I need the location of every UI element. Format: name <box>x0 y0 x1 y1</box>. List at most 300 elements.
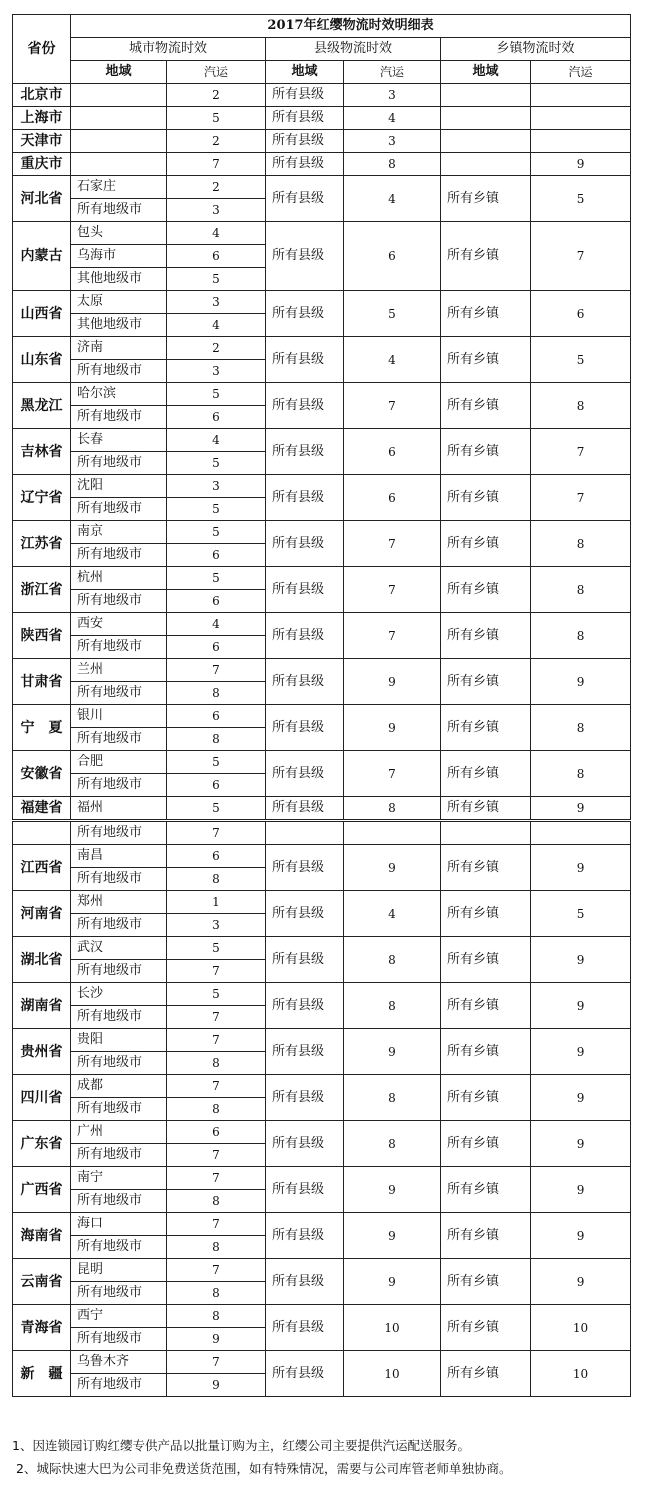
county-region-cell: 所有县级 <box>266 521 344 567</box>
town-region-cell: 所有乡镇 <box>441 845 531 891</box>
city-region-cell <box>71 107 167 130</box>
city-region-cell: 福州 <box>71 797 167 821</box>
county-region-cell: 所有县级 <box>266 1351 344 1397</box>
province-cell: 山东省 <box>13 337 71 383</box>
province-header: 省份 <box>13 15 71 84</box>
province-cell: 湖北省 <box>13 937 71 983</box>
county-region-cell: 所有县级 <box>266 845 344 891</box>
town-truck-cell: 7 <box>531 475 631 521</box>
town-truck-cell: 9 <box>531 1167 631 1213</box>
city-region-cell: 所有地级市 <box>71 199 167 222</box>
town-truck-cell: 5 <box>531 337 631 383</box>
table-row <box>13 222 631 245</box>
city-truck-cell: 4 <box>167 314 266 337</box>
city-region-cell: 所有地级市 <box>71 452 167 475</box>
town-truck-cell: 7 <box>531 222 631 291</box>
table-row <box>13 613 631 636</box>
footnotes <box>12 1434 638 1480</box>
town-region-cell: 所有乡镇 <box>441 222 531 291</box>
city-truck-cell: 2 <box>167 130 266 153</box>
city-truck-cell: 6 <box>167 845 266 868</box>
county-truck-cell: 8 <box>344 797 441 821</box>
table-row <box>13 1351 631 1374</box>
table-row <box>13 1075 631 1098</box>
city-truck-cell: 8 <box>167 868 266 891</box>
city-truck-cell: 7 <box>167 1144 266 1167</box>
city-truck-cell: 7 <box>167 1259 266 1282</box>
town-region-cell <box>441 821 531 845</box>
city-truck-cell: 8 <box>167 1305 266 1328</box>
city-region-cell: 所有地级市 <box>71 774 167 797</box>
county-truck-cell: 8 <box>344 153 441 176</box>
county-region-cell: 所有县级 <box>266 937 344 983</box>
town-region-cell: 所有乡镇 <box>441 1029 531 1075</box>
city-truck-cell: 8 <box>167 682 266 705</box>
town-region-cell: 所有乡镇 <box>441 1259 531 1305</box>
county-truck-cell: 3 <box>344 84 441 107</box>
table-body-bottom <box>13 821 631 1397</box>
province-cell: 黑龙江 <box>13 383 71 429</box>
town-region-cell: 所有乡镇 <box>441 751 531 797</box>
county-truck-cell: 4 <box>344 891 441 937</box>
city-truck-cell: 8 <box>167 1098 266 1121</box>
province-cell: 新 疆 <box>13 1351 71 1397</box>
province-cell: 陕西省 <box>13 613 71 659</box>
table-row <box>13 521 631 544</box>
province-cell: 青海省 <box>13 1305 71 1351</box>
city-truck-cell: 3 <box>167 475 266 498</box>
town-truck-header: 汽运 <box>531 61 631 84</box>
town-truck-cell <box>531 130 631 153</box>
table-row <box>13 429 631 452</box>
city-region-cell: 广州 <box>71 1121 167 1144</box>
city-truck-cell: 1 <box>167 891 266 914</box>
province-cell: 辽宁省 <box>13 475 71 521</box>
city-truck-cell: 9 <box>167 1374 266 1397</box>
county-region-cell: 所有县级 <box>266 1259 344 1305</box>
city-region-cell: 所有地级市 <box>71 590 167 613</box>
table-row <box>13 983 631 1006</box>
county-region-cell: 所有县级 <box>266 337 344 383</box>
city-region-cell: 兰州 <box>71 659 167 682</box>
table-title: 2017年红缨物流时效明细表 <box>71 15 631 38</box>
city-region-cell: 西安 <box>71 613 167 636</box>
city-truck-cell: 6 <box>167 1121 266 1144</box>
town-region-cell: 所有乡镇 <box>441 891 531 937</box>
city-truck-cell: 3 <box>167 360 266 383</box>
county-region-cell: 所有县级 <box>266 797 344 821</box>
town-region-cell: 所有乡镇 <box>441 176 531 222</box>
town-truck-cell: 9 <box>531 1259 631 1305</box>
city-truck-cell: 5 <box>167 937 266 960</box>
city-region-cell: 所有地级市 <box>71 544 167 567</box>
city-truck-cell: 5 <box>167 521 266 544</box>
county-truck-cell: 5 <box>344 291 441 337</box>
town-region-cell: 所有乡镇 <box>441 429 531 475</box>
city-truck-cell: 5 <box>167 107 266 130</box>
town-region-header: 地域 <box>441 61 531 84</box>
city-truck-cell: 7 <box>167 1075 266 1098</box>
town-region-cell: 所有乡镇 <box>441 475 531 521</box>
town-truck-cell: 9 <box>531 983 631 1029</box>
table-row <box>13 1121 631 1144</box>
county-truck-cell: 6 <box>344 475 441 521</box>
county-truck-cell: 9 <box>344 1167 441 1213</box>
city-region-cell: 其他地级市 <box>71 314 167 337</box>
town-truck-cell: 9 <box>531 937 631 983</box>
table-body-top <box>13 84 631 821</box>
city-region-cell: 所有地级市 <box>71 914 167 937</box>
town-truck-cell: 9 <box>531 153 631 176</box>
province-cell: 江苏省 <box>13 521 71 567</box>
town-region-cell: 所有乡镇 <box>441 937 531 983</box>
town-region-cell <box>441 130 531 153</box>
city-truck-cell: 9 <box>167 1328 266 1351</box>
province-cell: 河北省 <box>13 176 71 222</box>
city-truck-cell: 7 <box>167 960 266 983</box>
city-region-cell: 南京 <box>71 521 167 544</box>
town-truck-cell <box>531 84 631 107</box>
county-region-cell: 所有县级 <box>266 1213 344 1259</box>
logistics-table <box>12 14 631 1397</box>
town-truck-cell: 9 <box>531 1213 631 1259</box>
city-truck-cell: 5 <box>167 983 266 1006</box>
county-region-cell: 所有县级 <box>266 659 344 705</box>
county-truck-cell: 9 <box>344 845 441 891</box>
county-region-cell: 所有县级 <box>266 1029 344 1075</box>
town-region-cell: 所有乡镇 <box>441 1167 531 1213</box>
city-region-cell <box>71 153 167 176</box>
table-row <box>13 1029 631 1052</box>
city-region-cell: 所有地级市 <box>71 821 167 845</box>
county-region-cell: 所有县级 <box>266 891 344 937</box>
city-region-cell: 长沙 <box>71 983 167 1006</box>
county-truck-cell: 9 <box>344 1259 441 1305</box>
table-row <box>13 1167 631 1190</box>
town-truck-cell: 10 <box>531 1351 631 1397</box>
city-region-cell: 所有地级市 <box>71 682 167 705</box>
town-truck-cell: 8 <box>531 521 631 567</box>
county-truck-cell: 8 <box>344 937 441 983</box>
county-region-cell: 所有县级 <box>266 383 344 429</box>
county-truck-header: 汽运 <box>344 61 441 84</box>
city-region-cell: 所有地级市 <box>71 498 167 521</box>
city-truck-cell: 8 <box>167 1052 266 1075</box>
table-row <box>13 845 631 868</box>
city-region-cell: 南昌 <box>71 845 167 868</box>
town-group-header: 乡镇物流时效 <box>441 38 631 61</box>
city-region-cell: 成都 <box>71 1075 167 1098</box>
city-region-cell: 贵阳 <box>71 1029 167 1052</box>
county-region-cell: 所有县级 <box>266 222 344 291</box>
province-cell: 重庆市 <box>13 153 71 176</box>
city-region-cell: 杭州 <box>71 567 167 590</box>
city-truck-cell: 6 <box>167 544 266 567</box>
town-region-cell: 所有乡镇 <box>441 291 531 337</box>
town-region-cell <box>441 153 531 176</box>
table-row <box>13 107 631 130</box>
county-truck-cell: 9 <box>344 705 441 751</box>
city-region-cell: 乌海市 <box>71 245 167 268</box>
town-region-cell: 所有乡镇 <box>441 659 531 705</box>
city-region-cell: 所有地级市 <box>71 360 167 383</box>
city-truck-cell: 5 <box>167 567 266 590</box>
province-cell: 云南省 <box>13 1259 71 1305</box>
table-row <box>13 383 631 406</box>
city-truck-cell: 5 <box>167 498 266 521</box>
county-region-cell: 所有县级 <box>266 1305 344 1351</box>
town-truck-cell: 8 <box>531 383 631 429</box>
city-truck-cell: 7 <box>167 153 266 176</box>
province-cell: 宁 夏 <box>13 705 71 751</box>
county-region-cell: 所有县级 <box>266 567 344 613</box>
county-region-cell: 所有县级 <box>266 429 344 475</box>
city-region-header: 地域 <box>71 61 167 84</box>
town-truck-cell: 9 <box>531 797 631 821</box>
city-truck-cell: 4 <box>167 222 266 245</box>
province-cell: 天津市 <box>13 130 71 153</box>
county-truck-cell: 6 <box>344 429 441 475</box>
town-truck-cell: 6 <box>531 291 631 337</box>
city-truck-header: 汽运 <box>167 61 266 84</box>
town-region-cell: 所有乡镇 <box>441 1213 531 1259</box>
town-truck-cell: 8 <box>531 567 631 613</box>
city-truck-cell: 7 <box>167 1213 266 1236</box>
city-region-cell: 郑州 <box>71 891 167 914</box>
table-row <box>13 1259 631 1282</box>
city-region-cell: 昆明 <box>71 1259 167 1282</box>
town-truck-cell: 9 <box>531 659 631 705</box>
province-cell: 贵州省 <box>13 1029 71 1075</box>
city-truck-cell: 8 <box>167 1190 266 1213</box>
city-truck-cell: 5 <box>167 268 266 291</box>
city-region-cell: 所有地级市 <box>71 1282 167 1305</box>
county-truck-cell: 10 <box>344 1351 441 1397</box>
county-truck-cell: 9 <box>344 1029 441 1075</box>
town-region-cell: 所有乡镇 <box>441 983 531 1029</box>
county-truck-cell: 7 <box>344 521 441 567</box>
table-row <box>13 176 631 199</box>
table-row <box>13 659 631 682</box>
city-truck-cell: 7 <box>167 1006 266 1029</box>
town-truck-cell: 9 <box>531 1075 631 1121</box>
city-truck-cell: 4 <box>167 429 266 452</box>
city-region-cell: 所有地级市 <box>71 1052 167 1075</box>
table-row <box>13 567 631 590</box>
town-region-cell: 所有乡镇 <box>441 337 531 383</box>
town-region-cell: 所有乡镇 <box>441 797 531 821</box>
town-truck-cell: 10 <box>531 1305 631 1351</box>
town-truck-cell: 8 <box>531 705 631 751</box>
county-truck-cell: 9 <box>344 659 441 705</box>
town-region-cell: 所有乡镇 <box>441 521 531 567</box>
city-region-cell: 石家庄 <box>71 176 167 199</box>
table-row <box>13 705 631 728</box>
province-cell: 湖南省 <box>13 983 71 1029</box>
city-truck-cell: 6 <box>167 774 266 797</box>
province-cell: 海南省 <box>13 1213 71 1259</box>
city-region-cell: 沈阳 <box>71 475 167 498</box>
province-cell: 河南省 <box>13 891 71 937</box>
city-region-cell <box>71 130 167 153</box>
town-truck-cell: 5 <box>531 891 631 937</box>
town-region-cell: 所有乡镇 <box>441 1351 531 1397</box>
city-region-cell: 所有地级市 <box>71 1006 167 1029</box>
city-region-cell: 所有地级市 <box>71 1374 167 1397</box>
town-region-cell: 所有乡镇 <box>441 613 531 659</box>
town-region-cell: 所有乡镇 <box>441 1305 531 1351</box>
province-cell: 四川省 <box>13 1075 71 1121</box>
city-truck-cell: 7 <box>167 659 266 682</box>
county-truck-cell: 4 <box>344 337 441 383</box>
town-region-cell <box>441 84 531 107</box>
county-region-cell: 所有县级 <box>266 107 344 130</box>
town-truck-cell: 9 <box>531 845 631 891</box>
city-region-cell: 所有地级市 <box>71 1190 167 1213</box>
table-row <box>13 337 631 360</box>
city-region-cell: 所有地级市 <box>71 960 167 983</box>
county-region-header: 地域 <box>266 61 344 84</box>
city-region-cell: 包头 <box>71 222 167 245</box>
town-truck-cell <box>531 107 631 130</box>
province-cell: 吉林省 <box>13 429 71 475</box>
county-truck-cell: 7 <box>344 751 441 797</box>
city-region-cell: 其他地级市 <box>71 268 167 291</box>
city-region-cell: 合肥 <box>71 751 167 774</box>
county-truck-cell: 3 <box>344 130 441 153</box>
town-region-cell: 所有乡镇 <box>441 1121 531 1167</box>
town-region-cell <box>441 107 531 130</box>
county-region-cell: 所有县级 <box>266 84 344 107</box>
city-region-cell <box>71 84 167 107</box>
city-region-cell: 所有地级市 <box>71 728 167 751</box>
town-region-cell: 所有乡镇 <box>441 1075 531 1121</box>
table-row <box>13 751 631 774</box>
town-region-cell: 所有乡镇 <box>441 383 531 429</box>
table-row <box>13 797 631 821</box>
city-region-cell: 武汉 <box>71 937 167 960</box>
table-row <box>13 130 631 153</box>
city-truck-cell: 5 <box>167 383 266 406</box>
city-region-cell: 所有地级市 <box>71 406 167 429</box>
city-truck-cell: 5 <box>167 452 266 475</box>
town-truck-cell: 5 <box>531 176 631 222</box>
table-row <box>13 84 631 107</box>
city-region-cell: 银川 <box>71 705 167 728</box>
city-truck-cell: 7 <box>167 1029 266 1052</box>
county-region-cell: 所有县级 <box>266 983 344 1029</box>
city-truck-cell: 3 <box>167 199 266 222</box>
city-truck-cell: 4 <box>167 613 266 636</box>
city-truck-cell: 2 <box>167 337 266 360</box>
province-cell: 北京市 <box>13 84 71 107</box>
table-row <box>13 937 631 960</box>
city-truck-cell: 2 <box>167 84 266 107</box>
province-cell: 福建省 <box>13 797 71 821</box>
footnote-2: 2、城际快速大巴为公司非免费送货范围，如有特殊情况，需要与公司库管老师单独协商。 <box>16 1461 512 1476</box>
city-truck-cell: 8 <box>167 1282 266 1305</box>
city-region-cell: 所有地级市 <box>71 1236 167 1259</box>
county-truck-cell: 4 <box>344 176 441 222</box>
city-region-cell: 太原 <box>71 291 167 314</box>
county-truck-cell: 7 <box>344 613 441 659</box>
province-cell: 安徽省 <box>13 751 71 797</box>
city-truck-cell: 6 <box>167 705 266 728</box>
county-region-cell: 所有县级 <box>266 1167 344 1213</box>
town-region-cell: 所有乡镇 <box>441 705 531 751</box>
city-truck-cell: 2 <box>167 176 266 199</box>
county-group-header: 县级物流时效 <box>266 38 441 61</box>
county-truck-cell <box>344 821 441 845</box>
table-row <box>13 891 631 914</box>
city-truck-cell: 7 <box>167 1167 266 1190</box>
city-truck-cell: 8 <box>167 1236 266 1259</box>
city-truck-cell: 3 <box>167 291 266 314</box>
province-cell: 浙江省 <box>13 567 71 613</box>
province-cell: 广东省 <box>13 1121 71 1167</box>
city-region-cell: 济南 <box>71 337 167 360</box>
city-region-cell: 长春 <box>71 429 167 452</box>
logistics-table-wrapper <box>12 14 630 1397</box>
table-row <box>13 1213 631 1236</box>
city-truck-cell: 8 <box>167 728 266 751</box>
city-truck-cell: 7 <box>167 1351 266 1374</box>
city-region-cell: 所有地级市 <box>71 1098 167 1121</box>
county-region-cell: 所有县级 <box>266 613 344 659</box>
city-region-cell: 乌鲁木齐 <box>71 1351 167 1374</box>
footnote-1: 1、因连锁园订购红缨专供产品以批量订购为主，红缨公司主要提供汽运配送服务。 <box>12 1438 470 1453</box>
city-truck-cell: 5 <box>167 751 266 774</box>
table-row <box>13 153 631 176</box>
city-truck-cell: 7 <box>167 821 266 845</box>
city-region-cell: 哈尔滨 <box>71 383 167 406</box>
city-region-cell: 西宁 <box>71 1305 167 1328</box>
province-cell: 广西省 <box>13 1167 71 1213</box>
province-cell: 甘肃省 <box>13 659 71 705</box>
county-truck-cell: 7 <box>344 567 441 613</box>
county-truck-cell: 10 <box>344 1305 441 1351</box>
town-truck-cell: 8 <box>531 613 631 659</box>
province-cell: 江西省 <box>13 845 71 891</box>
county-region-cell: 所有县级 <box>266 475 344 521</box>
table-row <box>13 1305 631 1328</box>
province-cell: 内蒙古 <box>13 222 71 291</box>
town-truck-cell <box>531 821 631 845</box>
county-region-cell: 所有县级 <box>266 176 344 222</box>
county-region-cell: 所有县级 <box>266 751 344 797</box>
county-region-cell: 所有县级 <box>266 1075 344 1121</box>
city-region-cell: 所有地级市 <box>71 636 167 659</box>
town-truck-cell: 9 <box>531 1121 631 1167</box>
city-truck-cell: 6 <box>167 406 266 429</box>
city-region-cell: 所有地级市 <box>71 1328 167 1351</box>
city-truck-cell: 3 <box>167 914 266 937</box>
county-truck-cell: 4 <box>344 107 441 130</box>
town-truck-cell: 9 <box>531 1029 631 1075</box>
city-truck-cell: 6 <box>167 245 266 268</box>
city-group-header: 城市物流时效 <box>71 38 266 61</box>
county-truck-cell: 6 <box>344 222 441 291</box>
table-row <box>13 291 631 314</box>
county-region-cell: 所有县级 <box>266 153 344 176</box>
province-cell: 山西省 <box>13 291 71 337</box>
city-region-cell: 海口 <box>71 1213 167 1236</box>
province-cell: 上海市 <box>13 107 71 130</box>
city-region-cell: 南宁 <box>71 1167 167 1190</box>
city-region-cell: 所有地级市 <box>71 868 167 891</box>
county-region-cell <box>266 821 344 845</box>
table-row <box>13 475 631 498</box>
